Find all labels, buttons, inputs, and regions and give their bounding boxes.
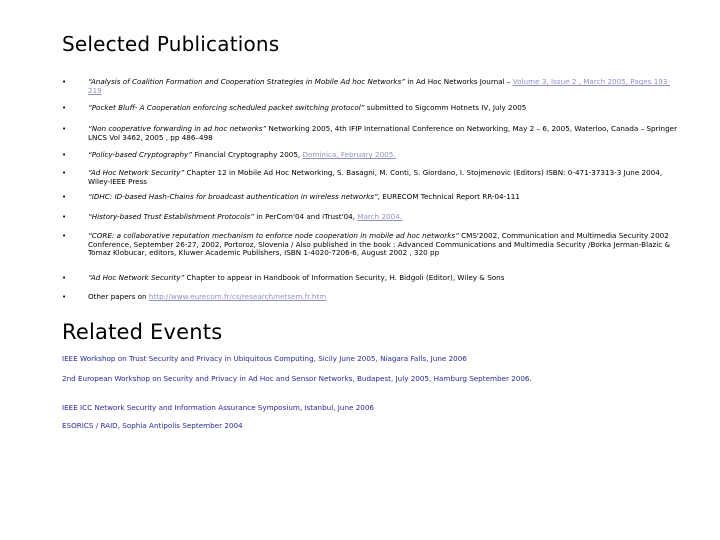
publications-heading: Selected Publications bbox=[62, 32, 280, 56]
bullet-icon: • bbox=[62, 213, 67, 221]
publication-title: “Pocket Bluff- A Cooperation enforcing scheduled packet switching protocol” bbox=[88, 103, 365, 112]
publication-link[interactable]: March 2004. bbox=[357, 212, 403, 221]
publication-text bbox=[88, 274, 678, 283]
publication-details: CMS'2002, Communication and Multimedia Security 2002 Conference, September 26-27, 2002, Portoroz, Slovenia / Also published in the book : Advanced Communications and Multimedia Security /Borka Jerman-Blazic & Tomaz Klobucar, editors, Kluwer Academic Publishers, ISBN 1-4020-7206-6, August 2002 , 320 pp bbox=[88, 231, 671, 258]
publication-details: Chapter 12 in Mobile Ad Hoc Networking, S. Basagni, M. Conti, S. Giordano, I. Stojmenovic (Editors) ISBN: 0-471-37313-3 June 2004, Wiley-IEEE Press bbox=[88, 168, 663, 186]
publication-title: “CORE: a collaborative reputation mechanism to enforce node cooperation in mobile ad hoc networks” bbox=[88, 231, 459, 240]
event-item: ESORICS / RAID, Sophia Antipolis September 2004 bbox=[62, 421, 243, 430]
publication-text bbox=[88, 193, 678, 202]
publication-details: in Ad Hoc Networks Journal – bbox=[404, 77, 513, 86]
publication-details: in PerCom'04 and iTrust'04, bbox=[253, 212, 358, 221]
publication-text bbox=[88, 125, 678, 142]
bullet-icon: • bbox=[62, 193, 67, 201]
publication-link[interactable]: Volume 3, Issue 2 , March 2005, Pages 193-219 bbox=[88, 77, 671, 95]
publication-details: Networking 2005, 4th IFIP International Conference on Networking, May 2 – 6, 2005, Waterloo, Canada – Springer LNCS Vol 3462, 2005 , pp 486–498 bbox=[88, 124, 678, 142]
bullet-icon: • bbox=[62, 151, 67, 159]
publication-title: “Ad Hoc Network Security” bbox=[88, 273, 185, 282]
publication-text bbox=[88, 104, 678, 113]
events-heading: Related Events bbox=[62, 320, 223, 344]
bullet-icon: • bbox=[62, 274, 67, 282]
publication-details: Financial Cryptography 2005, bbox=[192, 150, 303, 159]
bullet-icon: • bbox=[62, 232, 67, 240]
event-item: 2nd European Workshop on Security and Privacy in Ad Hoc and Sensor Networks, Budapest, July 2005, Hamburg September 2006. bbox=[62, 374, 532, 383]
publication-title: “Policy-based Cryptography” bbox=[88, 150, 192, 159]
publication-text bbox=[88, 151, 678, 160]
publication-title: “Non cooperative forwarding in ad hoc networks” bbox=[88, 124, 267, 133]
publication-text bbox=[88, 213, 678, 222]
publication-text bbox=[88, 169, 678, 186]
publication-title: “Ad Hoc Network Security” bbox=[88, 168, 185, 177]
event-item: IEEE ICC Network Security and Information Assurance Symposium, Istanbul, June 2006 bbox=[62, 403, 374, 412]
bullet-icon: • bbox=[62, 169, 67, 177]
publication-title: “Analysis of Coalition Formation and Cooperation Strategies in Mobile Ad hoc Networks” bbox=[88, 77, 405, 86]
bullet-icon: • bbox=[62, 104, 67, 112]
publication-title: “History-based Trust Establishment Protocols” bbox=[88, 212, 254, 221]
publication-link[interactable]: http://www.eurecom.fr/cs/research/netsem.fr.htm bbox=[148, 292, 327, 301]
publication-text bbox=[88, 78, 678, 95]
publication-details: Other papers on bbox=[88, 292, 149, 301]
bullet-icon: • bbox=[62, 125, 67, 133]
publication-title: “IDHC: ID-based Hash-Chains for broadcast authentication in wireless networks” bbox=[88, 192, 378, 201]
publication-details: Chapter to appear in Handbook of Information Security, H. Bidgoli (Editor), Wiley & Sons bbox=[184, 273, 505, 282]
bullet-icon: • bbox=[62, 78, 67, 86]
publication-text bbox=[88, 293, 678, 302]
bullet-icon: • bbox=[62, 293, 67, 301]
publication-text bbox=[88, 232, 678, 258]
publication-link[interactable]: Dominica, February 2005. bbox=[302, 150, 396, 159]
publication-details: , EURECOM Technical Report RR-04-111 bbox=[377, 192, 520, 201]
publication-details: submitted to Sigcomm Hotnets IV, July 2005 bbox=[364, 103, 527, 112]
event-item: IEEE Workshop on Trust Security and Privacy in Ubiquitous Computing, Sicily June 2005, Niagara Falls, June 2006 bbox=[62, 354, 467, 363]
